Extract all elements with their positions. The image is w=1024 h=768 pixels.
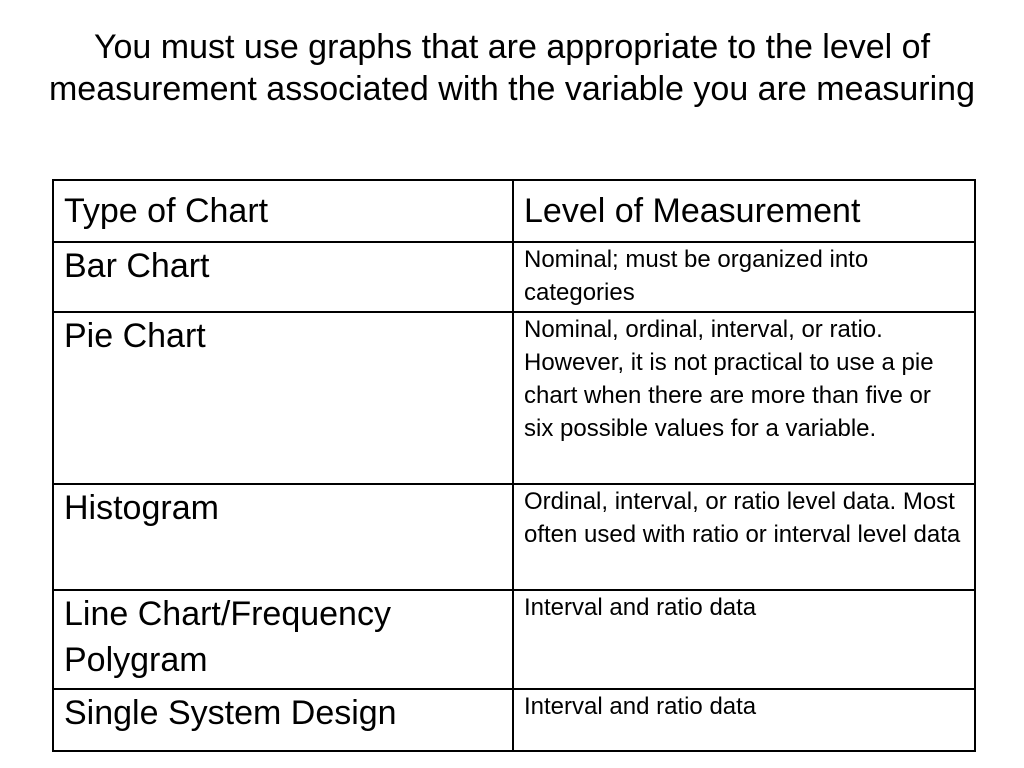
level-cell: Nominal, ordinal, interval, or ratio. However, it is not practical to use a pie chart when there are more than five or six possible values for a variable. — [513, 312, 975, 484]
table-row — [53, 312, 975, 484]
header-type-of-chart: Type of Chart — [53, 180, 513, 242]
table-row — [53, 689, 975, 751]
chart-type-cell: Histogram — [53, 484, 513, 590]
level-cell: Ordinal, interval, or ratio level data. Most often used with ratio or interval level data — [513, 484, 975, 590]
level-cell: Nominal; must be organized into categories — [513, 242, 975, 312]
chart-type-cell: Pie Chart — [53, 312, 513, 484]
table-header-row — [53, 180, 975, 242]
slide-title: You must use graphs that are appropriate to the level of measurement associated with the variable you are measuring — [48, 28, 976, 108]
table-row — [53, 242, 975, 312]
level-cell: Interval and ratio data — [513, 689, 975, 751]
chart-type-cell: Bar Chart — [53, 242, 513, 312]
level-cell: Interval and ratio data — [513, 590, 975, 689]
chart-level-table — [52, 179, 976, 752]
chart-type-cell: Line Chart/Frequency Polygram — [53, 590, 513, 689]
chart-type-cell: Single System Design — [53, 689, 513, 751]
table-row — [53, 590, 975, 689]
table-row — [53, 484, 975, 590]
header-level-of-measurement: Level of Measurement — [513, 180, 975, 242]
